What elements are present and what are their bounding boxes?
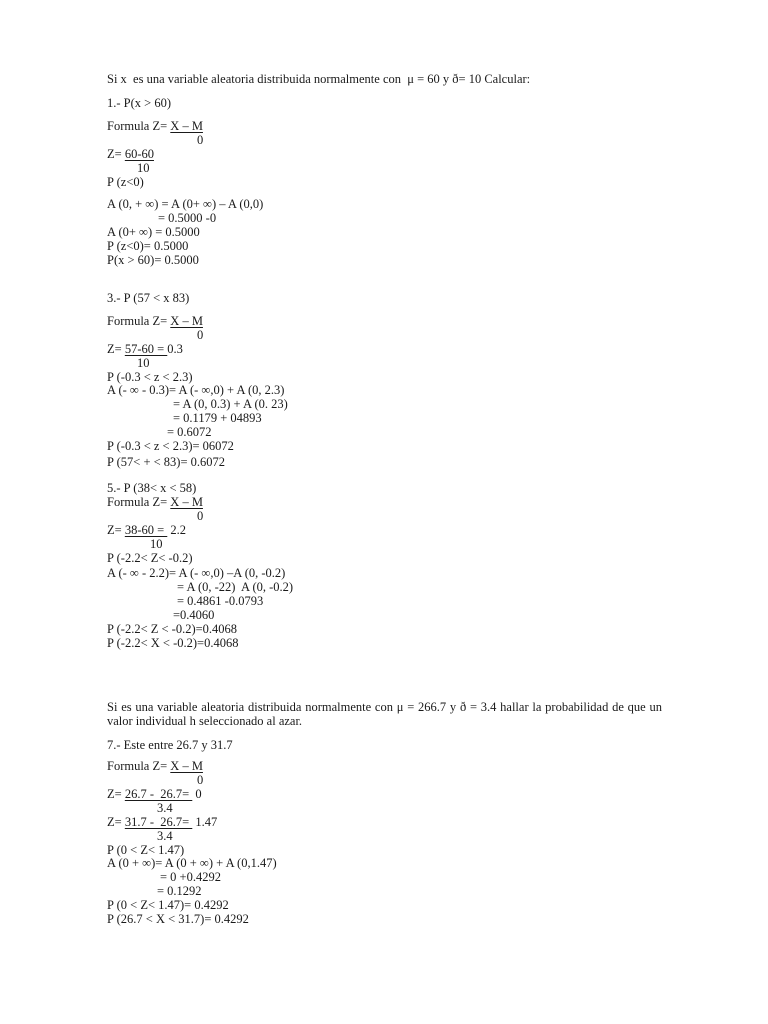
z-numerator: 26.7 - 26.7=: [124, 787, 193, 801]
formula-numerator: X – M: [170, 314, 203, 328]
problem-7-z2: [107, 815, 217, 829]
formula-denominator: 0: [197, 133, 204, 147]
problem-5-z: [107, 523, 186, 537]
problem-7-line: = 0 +0.4292: [160, 870, 221, 884]
intro-statement: [107, 72, 530, 86]
problem-5-line: = A (0, -22) A (0, -0.2): [177, 580, 294, 594]
formula-label: Formula Z=: [107, 759, 171, 773]
formula-denominator: 0: [197, 773, 204, 787]
problem-7-heading: 7.- Este entre 26.7 y 31.7: [107, 738, 233, 752]
z-result: 0: [192, 787, 202, 801]
problem-5-line: =0.4060: [173, 608, 215, 622]
formula-label: Formula Z=: [107, 119, 171, 133]
problem-1-line: P (z<0): [107, 175, 144, 189]
z-label: Z=: [107, 523, 125, 537]
z-label: Z=: [107, 147, 125, 161]
problem-1-z: [107, 147, 154, 161]
z-numerator: 31.7 - 26.7=: [124, 815, 193, 829]
problem-7-z1: [107, 787, 202, 801]
formula-numerator: X – M: [170, 495, 203, 509]
formula-numerator: X – M: [170, 759, 203, 773]
problem-5-line: = 0.4861 -0.0793: [177, 594, 264, 608]
problem-7-line: = 0.1292: [157, 884, 202, 898]
problem-5-line: A (- ∞ - 2.2)= A (- ∞,0) –A (0, -0.2): [107, 566, 286, 580]
problem-3-line: A (- ∞ - 0.3)= A (- ∞,0) + A (0, 2.3): [107, 383, 285, 397]
problem-5-line: P (-2.2< Z< -0.2): [107, 551, 193, 565]
formula-denominator: 0: [197, 509, 204, 523]
problem-1-line: A (0, + ∞) = A (0+ ∞) – A (0,0): [107, 197, 264, 211]
z-denominator: 3.4: [157, 801, 173, 815]
z-numerator: 38-60 =: [124, 523, 168, 537]
problem-7-line: P (0 < Z< 1.47)= 0.4292: [107, 898, 229, 912]
problem-3-line: P (-0.3 < z < 2.3)= 06072: [107, 439, 234, 453]
problem-5-line: P (-2.2< Z < -0.2)=0.4068: [107, 622, 238, 636]
problem-7-result: P (26.7 < X < 31.7)= 0.4292: [107, 912, 249, 926]
problem-1-line: P (z<0)= 0.5000: [107, 239, 189, 253]
problem-3-z: [107, 342, 183, 356]
problem-3-line: = 0.6072: [167, 425, 212, 439]
problem-1-heading: 1.- P(x > 60): [107, 96, 171, 110]
z-numerator: 60-60: [124, 147, 154, 161]
problem-3-heading: 3.- P (57 < x 83): [107, 291, 190, 305]
z-label: Z=: [107, 342, 125, 356]
problem-5-formula: [107, 495, 203, 509]
intro-params: μ = 60 y ð= 10 Calcular:: [407, 72, 531, 86]
formula-denominator: 0: [197, 328, 204, 342]
problem-1-formula: [107, 119, 203, 133]
problem-3-line: P (-0.3 < z < 2.3): [107, 370, 193, 384]
formula-label: Formula Z=: [107, 495, 171, 509]
problem-3-result: P (57< + < 83)= 0.6072: [107, 455, 226, 469]
problem-5-heading: 5.- P (38< x < 58): [107, 481, 197, 495]
z-result: 2.2: [167, 523, 187, 537]
problem-7-line: A (0 + ∞)= A (0 + ∞) + A (0,1.47): [107, 856, 277, 870]
z-denominator: 3.4: [157, 829, 173, 843]
formula-label: Formula Z=: [107, 314, 171, 328]
problem-7-line: P (0 < Z< 1.47): [107, 843, 185, 857]
z-numerator: 57-60 =: [124, 342, 168, 356]
intro-statement-2: Si es una variable aleatoria distribuida normalmente con μ = 266.7 y ð = 3.4 hallar la probabilidad de que un valor individual h seleccionado al azar.: [107, 700, 662, 728]
problem-3-line: = A (0, 0.3) + A (0. 23): [173, 397, 288, 411]
problem-3-line: = 0.1179 + 04893: [173, 411, 262, 425]
intro-text: Si x es una variable aleatoria distribuida normalmente con: [107, 72, 408, 86]
z-label: Z=: [107, 815, 125, 829]
problem-3-formula: [107, 314, 203, 328]
problem-1-line: A (0+ ∞) = 0.5000: [107, 225, 200, 239]
problem-1-line: = 0.5000 -0: [158, 211, 217, 225]
z-result: 0.3: [167, 342, 183, 356]
formula-numerator: X – M: [170, 119, 203, 133]
z-denominator: 10: [137, 161, 150, 175]
z-result: 1.47: [192, 815, 218, 829]
problem-1-result: P(x > 60)= 0.5000: [107, 253, 199, 267]
problem-5-result: P (-2.2< X < -0.2)=0.4068: [107, 636, 239, 650]
z-denominator: 10: [150, 537, 163, 551]
z-denominator: 10: [137, 356, 150, 370]
problem-7-formula: [107, 759, 203, 773]
z-label: Z=: [107, 787, 125, 801]
